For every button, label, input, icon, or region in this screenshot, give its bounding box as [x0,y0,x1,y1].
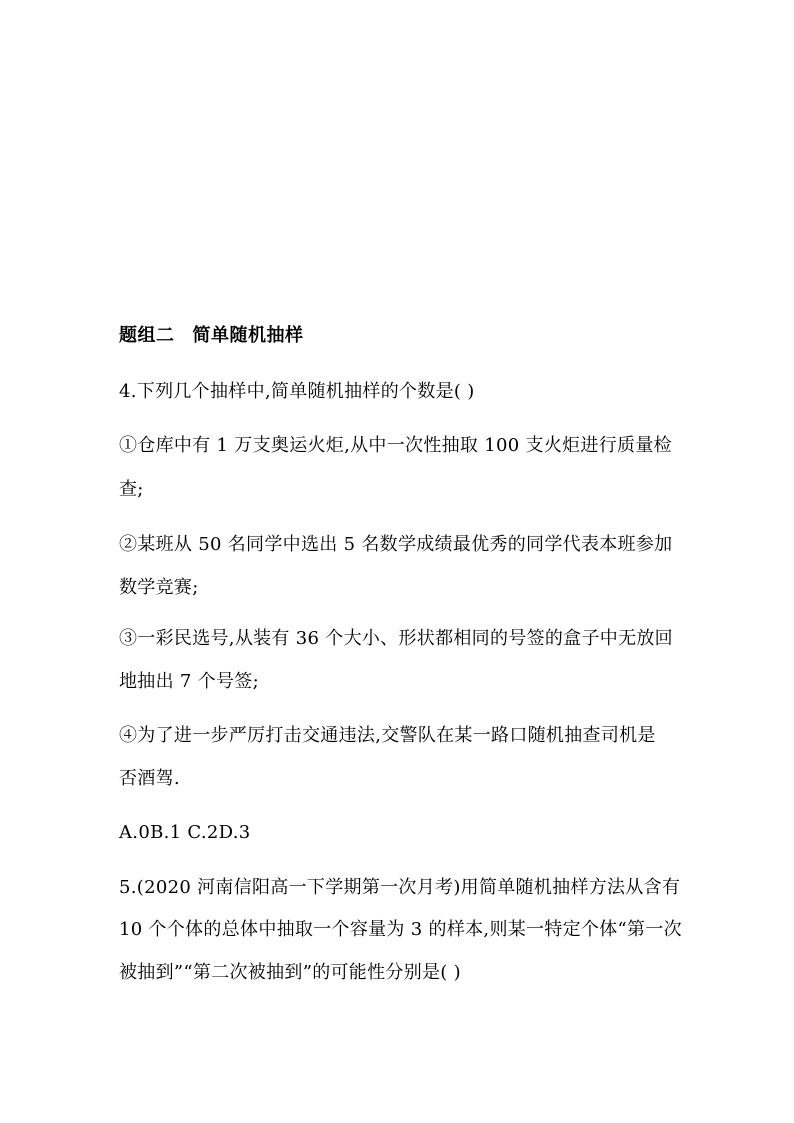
question-4-stem: 4.下列几个抽样中,简单随机抽样的个数是( ) [119,381,475,402]
question-5-line-2: 10 个个体的总体中抽取一个容量为 3 的样本,则某一特定个体“第一次 [119,919,682,940]
section-group: 题组二 [119,325,175,346]
q4-item-2-line-2: 数学竞赛; [119,577,199,598]
q4-item-2-line-1: ②某班从 50 名同学中选出 5 名数学成绩最优秀的同学代表本班参加 [119,534,673,555]
q4-item-1-line-2: 查; [119,479,144,500]
q4-item-3-line-1: ③一彩民选号,从装有 36 个大小、形状都相同的号签的盒子中无放回 [119,628,673,649]
q4-options: A.0B.1 C.2D.3 [119,822,251,843]
q4-item-4-line-2: 否酒驾. [119,768,180,789]
section-heading [119,324,304,348]
question-5-line-1: 5.(2020 河南信阳高一下学期第一次月考)用简单随机抽样方法从含有 [119,877,681,898]
section-title: 简单随机抽样 [192,325,304,346]
question-5-line-3: 被抽到”“第二次被抽到”的可能性分别是( ) [119,962,461,983]
q4-item-4-line-1: ④为了进一步严厉打击交通违法,交警队在某一路口随机抽查司机是 [119,725,656,746]
q4-item-1-line-1: ①仓库中有 1 万支奥运火炬,从中一次性抽取 100 支火炬进行质量检 [119,435,672,456]
q4-item-3-line-2: 地抽出 7 个号签; [119,671,259,692]
